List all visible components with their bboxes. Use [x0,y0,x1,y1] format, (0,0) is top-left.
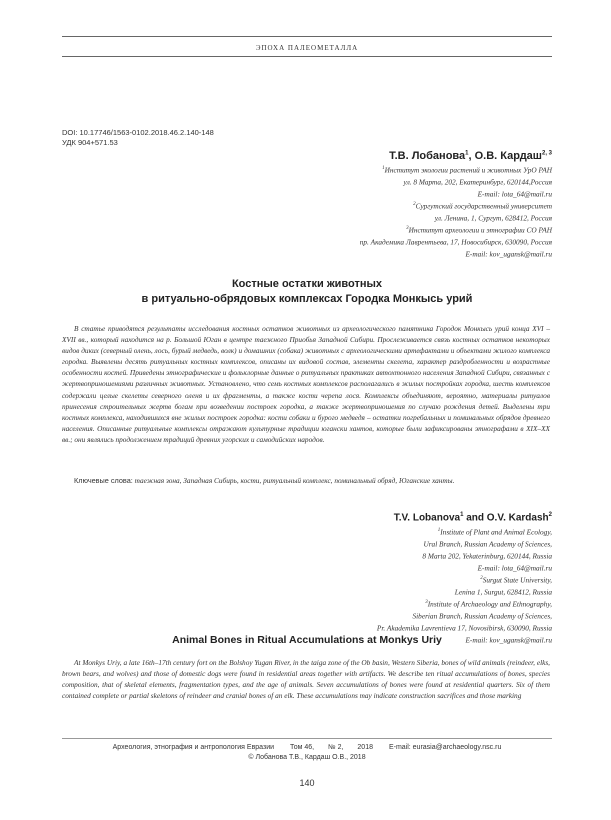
author-2-affil-ref: 2, 3 [541,150,552,157]
affiliation-line: $^2$Сургутский государственный университет [413,201,552,211]
author-2-affil-ref: 2 [548,512,552,518]
affiliation-email[interactable]: E-mail: lota_64@mail.ru [477,189,552,199]
affiliation-line: $^3$Institute of Archaeology and Ethnography, [425,599,552,609]
keywords-text: таежная зона, Западная Сибирь, кости, ритуальный комплекс, поминальный обряд, Юганские ханты. [134,476,455,485]
author-1-affil-ref: 1 [460,512,464,518]
doi[interactable]: DOI: 10.17746/1563-0102.2018.46.2.140-148 [62,128,214,137]
authors-ru [389,150,552,162]
keywords-ru [74,476,552,485]
footer-rule [62,738,552,739]
journal-year: 2018 [357,744,373,751]
authors-en [394,512,552,523]
affiliations-ru [360,164,552,260]
footer-journal-line [62,743,552,753]
affiliation-line: Pr. Akademika Lavrentieva 17, Novosibirsk, 630090, Russia [376,623,552,633]
article-meta [62,128,214,148]
affiliation-line: ул. Ленина, 1, Сургут, 628412, Россия [434,213,552,223]
affiliation-line: $^2$Surgut State University, [480,575,552,585]
article-title-ru [62,277,552,306]
header-bottom-rule [62,56,552,57]
affiliation-line: $^1$Институт экологии растений и животных УрО РАН [382,165,552,175]
header-top-rule [62,36,552,37]
affiliation-line: ул. 8 Марта, 202, Екатеринбург, 620144,Россия [403,177,552,187]
article-title-en: Animal Bones in Ritual Accumulations at Monkys Uriy [172,634,442,646]
journal-name: Археология, этнография и антропология Евразии [112,744,275,751]
affiliation-email[interactable]: E-mail: lota_64@mail.ru [477,563,552,573]
author-2-name: О.В. Кардаш [474,150,542,162]
affiliation-line: $^3$Институт археологии и этнографии СО РАН [406,225,552,235]
affiliation-line: Ural Branch, Russian Academy of Sciences, [423,539,552,549]
author-separator: and [463,512,487,524]
journal-email[interactable]: E-mail: eurasia@archaeology.nsc.ru [388,744,502,751]
affiliations-en [377,526,552,646]
keywords-label: Ключевые слова: [74,476,133,485]
journal-volume: Том 46, [289,744,315,751]
affiliation-line: Siberian Branch, Russian Academy of Sciences, [412,611,552,621]
abstract-en: At Monkys Uriy, a late 16th–17th century fort on the Bolshoy Yugan River, in the taiga zone of the Ob basin, Western Siberia, bones of wild animals (reindeer, elks, brown bears, and wolves) and those of domestic dogs were found in residential areas together with artifacts. We describe ten ritual accumulations of bones, species composition, that of skeletal elements, fragmentation types, and the age of animals. Seven accumulations of bones were found at residential quarters. Six of them contained complete or partial skeletons of reindeer and cranial bones of an elk. These accumulations may indicate construction sacrifices and those marking [62,658,550,701]
author-1-name: Т.В. Лобанова [389,150,466,162]
title-line: в ритуально-обрядовых комплексах Городка Монкысь урий [141,292,473,305]
author-2-name: O.V. Kardash [486,512,549,524]
author-1-affil-ref: 1 [465,150,469,157]
affiliation-email[interactable]: E-mail: kov_ugansk@mail.ru [465,635,552,645]
abstract-ru: В статье приводятся результаты исследования костных остатков животных из археологического памятника Городок Монкысь урий конца XVI – XVII вв., который находится на р. Большой Юган в центре таежного Приобья Западной Сибири. Прослеживается связь костных остатков некоторых видов диких (северный олень, лось, бурый медведь, волк) и домашних (собака) животных с археологическими артефактами и объектами жилого комплекса городка. Выявлены десять ритуальных костных комплексов, описаны их видовой состав, элементы скелета, характер раздробленности и возрастные особенности костей. Приведены этнографические и фольклорные данные о ритуальных практиках автохтонного населения Западной Сибири, связанных с жертвоприношениями различных животных. Установлено, что семь костных комплексов располагались в жилых постройках городка, шесть комплексов содержали целые скелеты северного оленя и их фрагменты, а также кости черепа лося. Комплексы объединяют, вероятно, материалы ритуалов принесения строительных жертв богам при возведении построек городка, а также жертвоприношения по случаю рождения детей. Выделены три костных комплекса, находившихся вне жилых построек городка: кости собаки и бурого медведя – остатки погребальных и поминальных обрядов древнего населения. Описанные ритуальные комплексы отражают культурные традиции югански хантов, которые были зафиксированы этнографами в XIX–XX вв.; они являлись продолжением традиций древних угорских и самодийских народов. [62,324,550,444]
udk-code: УДК 904+571.53 [62,138,118,147]
title-line: Костные остатки животных [231,278,383,290]
author-1-name: T.V. Lobanova [393,512,461,524]
running-title: ЭПОХА ПАЛЕОМЕТАЛЛА [255,44,359,52]
page-number: 140 [299,778,315,788]
affiliation-email[interactable]: E-mail: kov_ugansk@mail.ru [465,249,552,259]
affiliation-line: 8 Marta 202, Yekaterinburg, 620144, Russia [422,551,552,561]
journal-issue: № 2, [328,744,344,751]
affiliation-line: $^1$Institute of Plant and Animal Ecology, [437,527,552,537]
footer-copyright: © Лобанова Т.В., Кардаш О.В., 2018 [248,754,366,761]
affiliation-line: Lenina 1, Surgut, 628412, Russia [454,587,552,597]
affiliation-line: пр. Академика Лаврентьева, 17, Новосибирск, 630090, Россия [359,237,552,247]
author-separator: , [468,150,475,162]
